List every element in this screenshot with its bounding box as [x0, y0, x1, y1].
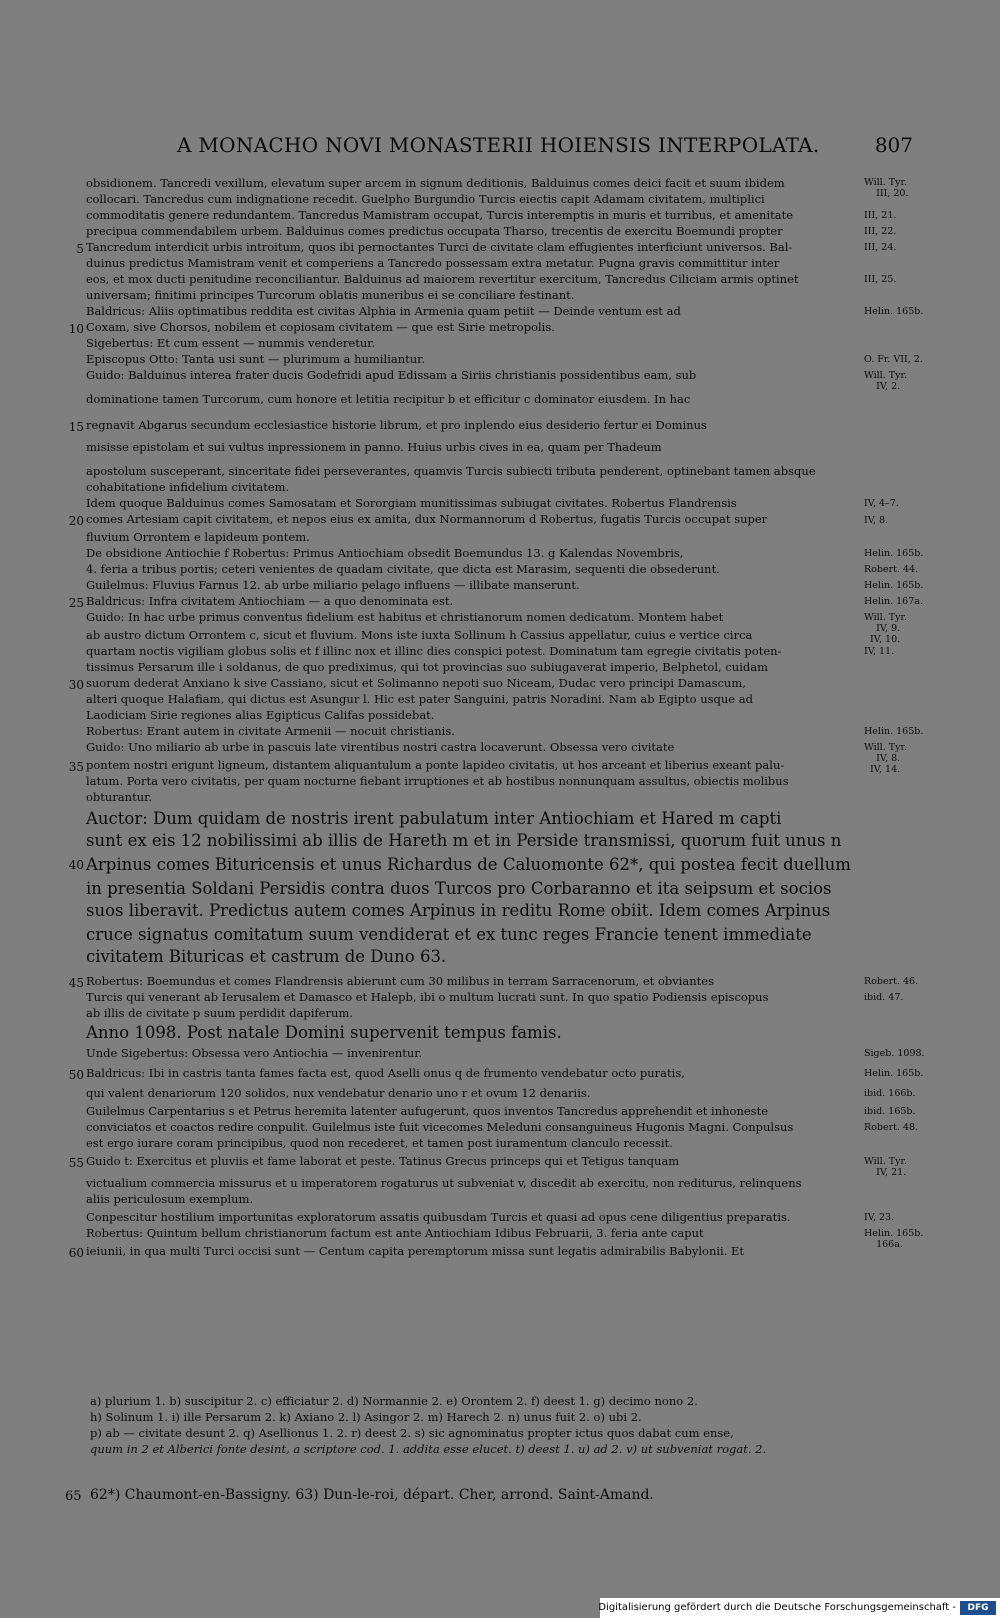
- text-line: in presentia Soldani Persidis contra duos Turcos pro Corbaranno et ita seipsum et socios: [86, 879, 832, 898]
- text-line: Robertus: Boemundus et comes Flandrensis abierunt cum 30 milibus in terram Sarracenorum, et obviantes: [86, 974, 715, 988]
- margin-reference: Will. Tyr. IV, 2.: [864, 370, 907, 392]
- text-line: ieiunii, in qua multi Turci occisi sunt — Centum capita peremptorum missa sunt legatis admirabilis Babylonii. Et: [86, 1244, 745, 1258]
- text-line: pontem nostri erigunt ligneum, distantem aliquantulum a ponte lapideo civitatis, ut hos arceant et liberius exeant palu-: [86, 758, 785, 772]
- margin-reference: Robert. 48.: [864, 1122, 919, 1133]
- dfg-credit-text: Digitalisierung gefördert durch die Deutsche Forschungsgemeinschaft -: [598, 1602, 956, 1613]
- margin-reference: Robert. 44.: [864, 564, 919, 575]
- note-line: h) Solinum 1. i) ille Persarum 2. k) Axiano 2. l) Asingor 2. m) Harech 2. n) unus fuit 2. o) ubi 2.: [90, 1410, 642, 1424]
- text-line: victualium commercia missurus et u imperatorem rogaturus ut subveniat v, discedit ab exercitu, non rediturus, relinquens: [86, 1176, 802, 1190]
- margin-reference: IV, 4–7.: [864, 498, 899, 509]
- margin-reference: O. Fr. VII, 2.: [864, 354, 923, 365]
- text-line: latum. Porta vero civitatis, per quam nocturne fiebant irruptiones et ab hostibus nonnunquam assultus, obiectis molibus: [86, 774, 789, 788]
- line-number: 20: [68, 514, 84, 528]
- page-number: 807: [874, 133, 913, 157]
- line-number: 30: [68, 678, 84, 692]
- line-number: 5: [76, 242, 84, 256]
- text-line: commoditatis genere redundantem. Tancredus Mamistram occupat, Turcis interemptis in muris et turribus, et amenitate: [86, 208, 794, 222]
- line-number: 35: [68, 760, 84, 774]
- margin-reference: ibid. 47.: [864, 992, 904, 1003]
- margin-reference: Will. Tyr. III, 20.: [864, 177, 909, 199]
- margin-reference: III, 25.: [864, 274, 897, 285]
- line-number: 40: [68, 858, 84, 872]
- text-line: Guido: Uno miliario ab urbe in pascuis late virentibus nostri castra locaverunt. Obsessa vero civitate: [86, 740, 675, 754]
- text-line: aliis periculosum exemplum.: [86, 1192, 254, 1206]
- line-number: 60: [68, 1246, 84, 1260]
- text-line: Guido: In hac urbe primus conventus fidelium est habitus et christianorum nomen dedicatum. Montem habet: [86, 610, 724, 624]
- text-line: Laodiciam Sirie regiones alias Egipticus Califas possidebat.: [86, 708, 435, 722]
- text-line: sunt ex eis 12 nobilissimi ab illis de Hareth m et in Perside transmissi, quorum fuit unus n: [86, 831, 842, 850]
- text-line: eos, et mox ducti penitudine reconciliantur. Balduinus ad maiorem revertitur exercitum, Tancredus Ciliciam armis optinet: [86, 272, 799, 286]
- margin-reference: ibid. 165b.: [864, 1106, 916, 1117]
- text-line: ab austro dictum Orrontem c, sicut et fluvium. Mons iste iuxta Sollinum h Cassius appellatur, cuius e vertice circa: [86, 628, 753, 642]
- text-line: Arpinus comes Bituricensis et unus Richardus de Caluomonte 62*, qui postea fecit duellum: [86, 855, 851, 874]
- margin-reference: III, 22.: [864, 226, 897, 237]
- text-line: est ergo iurare coram principibus, quod non recederet, et tamen post iuramentum clanculo recessit.: [86, 1136, 673, 1150]
- line-number: 55: [68, 1156, 84, 1170]
- text-line: collocari. Tancredus cum indignatione recedit. Guelpho Burgundio Turcis eiectis capit Adamam civitatem, multiplici: [86, 192, 765, 206]
- text-line: cohabitatione infidelium civitatem.: [86, 480, 290, 494]
- margin-reference: Helin. 167a.: [864, 596, 923, 607]
- text-line: regnavit Abgarus secundum ecclesiastice historie librum, et pro inplendo eius desiderio fertur ei Dominus: [86, 418, 707, 432]
- footnote-line-number: 65: [65, 1489, 82, 1504]
- text-line: Robertus: Erant autem in civitate Armenii — nocuit christianis.: [86, 724, 455, 738]
- note-line: a) plurium 1. b) suscipitur 2. c) efficiatur 2. d) Normannie 2. e) Orontem 2. f) deest 1. g) decimo nono 2.: [90, 1394, 698, 1408]
- margin-reference: Helin. 165b.: [864, 726, 924, 737]
- text-line: Tancredum interdicit urbis introitum, quos ibi pernoctantes Turci de civitate clam effugientes interficiunt universos. Bal-: [86, 240, 793, 254]
- text-line: suorum dederat Anxiano k sive Cassiano, sicut et Solimanno nepoti suo Niceam, Dudac vero principi Damascum,: [86, 676, 746, 690]
- text-line: quartam noctis vigiliam globus solis et f illinc nox et illinc dies conspici potest. Dominatum tam egregie civitatis poten-: [86, 644, 782, 658]
- text-line: cruce signatus comitatum suum vendiderat et ex tunc reges Francie tenent immediate: [86, 925, 812, 944]
- text-line: obturantur.: [86, 790, 152, 804]
- margin-reference: III, 24.: [864, 242, 897, 253]
- text-line: suos liberavit. Predictus autem comes Arpinus in reditu Rome obiit. Idem comes Arpinus: [86, 901, 831, 920]
- text-line: Baldricus: Ibi in castris tanta fames facta est, quod Aselli onus q de frumento vendebatur octo puratis,: [86, 1066, 685, 1080]
- text-line: universam; finitimi principes Turcorum oblatis muneribus ei se conciliare festinant.: [86, 288, 575, 302]
- running-title: A MONACHO NOVI MONASTERII HOIENSIS INTERPOLATA.: [177, 133, 820, 157]
- dfg-credit-bar: [600, 1598, 1000, 1618]
- text-line: Guilelmus Carpentarius s et Petrus heremita latenter aufugerunt, quos inventos Tancredus apprehendit et inhoneste: [86, 1104, 769, 1118]
- text-line: misisse epistolam et sui vultus inpressionem in panno. Huius urbis cives in ea, quam per Thadeum: [86, 440, 662, 454]
- text-line: ab illis de civitate p suum perdidit dapiferum.: [86, 1006, 353, 1020]
- margin-reference: Robert. 46.: [864, 976, 919, 987]
- margin-reference: Helin. 165b.: [864, 580, 924, 591]
- text-line: tissimus Persarum ille i soldanus, de quo prediximus, qui tot provincias suo subiugaverat imperio, Belphetol, cuidam: [86, 660, 768, 674]
- margin-reference: ibid. 166b.: [864, 1088, 916, 1099]
- line-number: 50: [68, 1068, 84, 1082]
- line-number: 45: [68, 976, 84, 990]
- text-line: Idem quoque Balduinus comes Samosatam et Sororgiam munitissimas subiugat civitates. Robertus Flandrensis: [86, 496, 737, 510]
- page-header: [85, 133, 913, 157]
- text-line: apostolum susceperant, sinceritate fidei perseverantes, quamvis Turcis subiecti tributa penderent, optinebant tamen absque: [86, 464, 816, 478]
- text-line: Baldricus: Infra civitatem Antiochiam — a quo denominata est.: [86, 594, 454, 608]
- text-line: qui valent denariorum 120 solidos, nux vendebatur denario uno r et ovum 12 denariis.: [86, 1086, 591, 1100]
- text-line: alteri quoque Halafiam, qui dictus est Asungur l. Hic est pater Sanguini, patris Noradini. Nam ab Egipto usque ad: [86, 692, 753, 706]
- text-line: Unde Sigebertus: Obsessa vero Antiochia — invenirentur.: [86, 1046, 423, 1060]
- text-line: fluvium Orrontem e lapideum pontem.: [86, 530, 310, 544]
- text-line: Guido: Balduinus interea frater ducis Godefridi apud Edissam a Siriis christianis possidentibus eam, sub: [86, 368, 697, 382]
- text-line: Conpescitur hostilium importunitas exploratorum assatis quibusdam Turcis et quasi ad opus cene diligentius preparatis.: [86, 1210, 791, 1224]
- text-line: Anno 1098. Post natale Domini supervenit tempus famis.: [86, 1023, 562, 1042]
- margin-reference: Will. Tyr. IV, 8. IV, 14.: [864, 742, 907, 775]
- margin-reference: IV, 11.: [864, 646, 895, 657]
- margin-reference: Helin. 165b. 166a.: [864, 1228, 924, 1250]
- text-line: conviciatos et coactos redire conpulit. Guilelmus iste fuit vicecomes Meleduni consanguineus Hugonis Magni. Conpulsus: [86, 1120, 794, 1134]
- text-line: Robertus: Quintum bellum christianorum factum est ante Antiochiam Idibus Februarii, 3. feria ante caput: [86, 1226, 704, 1240]
- text-line: duinus predictus Mamistram venit et comperiens a Tancredo possessam extra metatur. Pugna gravis committitur inter: [86, 256, 780, 270]
- margin-reference: III, 21.: [864, 210, 897, 221]
- line-number: 10: [68, 322, 84, 336]
- margin-reference: Helin. 165b.: [864, 306, 924, 317]
- line-number: 25: [68, 596, 84, 610]
- text-line: Baldricus: Aliis optimatibus reddita est civitas Alphia in Armenia quam petiit — Deinde ventum est ad: [86, 304, 681, 318]
- text-line: Turcis qui venerant ab Ierusalem et Damasco et Halepb, ibi o multum lucrati sunt. In quo spatio Podiensis episcopus: [86, 990, 769, 1004]
- text-line: Coxam, sive Chorsos, nobilem et copiosam civitatem — que est Sirie metropolis.: [86, 320, 555, 334]
- dfg-logo-icon: [960, 1601, 996, 1615]
- margin-reference: Will. Tyr. IV, 21.: [864, 1156, 907, 1178]
- text-line: precipua commendabilem urbem. Balduinus comes predictus occupata Tharso, trecentis de exercitu Boemundi propter: [86, 224, 783, 238]
- text-line: 4. feria a tribus portis; ceteri venientes de quadam civitate, que dicta est Marasim, sequenti die obsederunt.: [86, 562, 720, 576]
- text-line: Episcopus Otto: Tanta usi sunt — plurimum a humiliantur.: [86, 352, 426, 366]
- text-line: dominatione tamen Turcorum, cum honore et letitia recipitur b et efficitur c dominator eiusdem. In hac: [86, 392, 691, 406]
- margin-reference: IV, 8.: [864, 515, 889, 526]
- margin-reference: Helin. 165b.: [864, 1068, 924, 1079]
- text-line: Guilelmus: Fluvius Farnus 12. ab urbe miliario pelago influens — illibate manserunt.: [86, 578, 580, 592]
- margin-reference: IV, 23.: [864, 1212, 895, 1223]
- dfg-logo-label: DFG: [967, 1603, 989, 1613]
- footnote: 62*) Chaumont-en-Bassigny. 63) Dun-le-roi, départ. Cher, arrond. Saint-Amand.: [90, 1487, 654, 1503]
- text-line: De obsidione Antiochie f Robertus: Primus Antiochiam obsedit Boemundus 13. g Kalendas Novembris,: [86, 546, 684, 560]
- text-line: obsidionem. Tancredi vexillum, elevatum super arcem in signum deditionis, Balduinus comes deici facit et suum ibidem: [86, 176, 785, 190]
- margin-reference: Helin. 165b.: [864, 548, 924, 559]
- note-line: p) ab — civitate desunt 2. q) Asellionus 1. 2. r) deest 2. s) sic agnominatus propter ictus quos dabat cum ense,: [90, 1426, 734, 1440]
- margin-reference: Will. Tyr. IV, 9. IV, 10.: [864, 612, 907, 645]
- text-line: Guido t: Exercitus et pluviis et fame laborat et peste. Tatinus Grecus princeps qui et Tetigus tanquam: [86, 1154, 680, 1168]
- text-line: Auctor: Dum quidam de nostris irent pabulatum inter Antiochiam et Hared m capti: [86, 809, 782, 828]
- critical-apparatus: [90, 1393, 850, 1457]
- text-line: civitatem Bituricas et castrum de Duno 63.: [86, 947, 447, 966]
- margin-reference: Sigeb. 1098.: [864, 1048, 925, 1059]
- note-line: quum in 2 et Alberici fonte desint, a scriptore cod. 1. addita esse elucet. t) deest 1. u) ad 2. v) ut subveniat rogat. 2.: [90, 1442, 767, 1456]
- text-line: Sigebertus: Et cum essent — nummis venderetur.: [86, 336, 376, 350]
- line-number: 15: [68, 420, 84, 434]
- text-line: comes Artesiam capit civitatem, et nepos eius ex amita, dux Normannorum d Robertus, fugatis Turcis occupat super: [86, 512, 768, 526]
